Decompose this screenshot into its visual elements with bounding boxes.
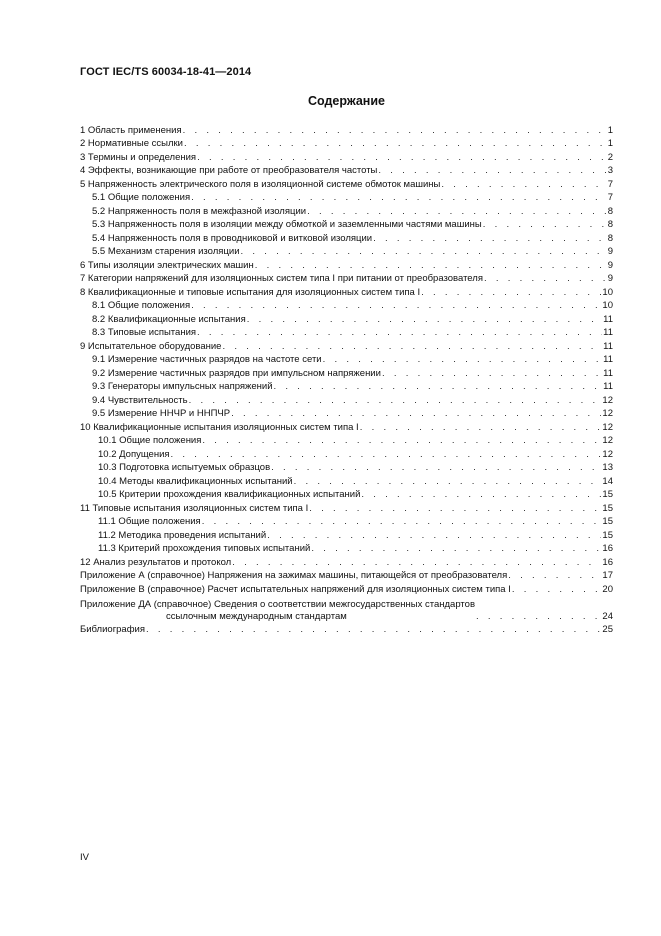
dot-leader [476,611,601,623]
toc-entry[interactable] [80,123,613,137]
toc-entry-title [92,368,381,380]
toc-page-number: 15 [602,502,613,514]
toc-entry-title [80,503,308,515]
toc-entry-title [80,584,511,596]
toc-entry[interactable] [80,393,613,407]
toc-entry-title-line: 10.3 Подготовка испытуемых образцов [98,462,271,473]
dot-leader [191,192,607,204]
dot-leader [183,125,607,137]
dot-leader [222,341,602,353]
toc-entry-title [98,516,201,528]
toc-page-number: 1 [607,138,613,149]
dot-leader [267,530,601,542]
toc-entry[interactable] [80,488,613,502]
table-of-contents [80,123,613,636]
toc-entry[interactable] [80,272,613,286]
toc-entry-title-line: 9.4 Чувствительность [92,394,188,406]
toc-entry[interactable] [80,528,613,542]
toc-entry-title-continuation: ссылочным международным стандартам [166,610,347,622]
toc-page-number: 11 [603,327,613,338]
toc-entry[interactable] [80,258,613,272]
toc-entry-title-line: 8.3 Типовые испытания [92,327,197,338]
toc-page-number: 7 [607,178,613,190]
toc-entry[interactable] [80,555,613,569]
toc-entry-title-line: 12 Анализ результатов и протокол [80,556,232,568]
toc-entry[interactable] [80,447,613,461]
toc-entry-title-line: Приложение А (справочное) Напряжения на зажимах машины, питающейся от преобразователя [80,570,508,581]
toc-entry-title-line: 10.5 Критерии прохождения квалификационных испытаний [98,489,361,500]
toc-entry-title-line: 5.4 Напряженность поля в проводниковой и витковой изоляции [92,232,373,244]
dot-leader [382,368,602,380]
toc-entry[interactable] [80,582,613,596]
toc-entry[interactable] [80,177,613,191]
toc-page-number: 8 [607,205,613,217]
toc-entry-title [80,152,196,164]
toc-entry-title-line: 9.3 Генераторы импульсных напряжений [92,381,273,392]
toc-entry[interactable] [80,326,613,340]
toc-page-number: 8 [607,232,613,244]
toc-entry-title [98,530,266,542]
toc-entry[interactable] [80,218,613,232]
toc-entry-title [80,138,183,150]
toc-entry[interactable] [80,407,613,421]
toc-entry[interactable] [80,501,613,515]
toc-entry-title [80,624,145,636]
toc-entry[interactable] [80,164,613,178]
toc-entry-title-line: 8 Квалификационные и типовые испытания для изоляционных систем типа I [80,286,421,298]
toc-entry[interactable] [80,137,613,151]
toc-entry-title [80,273,483,285]
toc-page-number: 11 [603,340,613,352]
toc-page-number: 15 [602,489,613,500]
toc-entry-title-line: 1 Область применения [80,124,182,136]
toc-entry-title [80,422,359,434]
dot-leader [421,287,601,299]
toc-page-number: 17 [602,570,613,581]
dot-leader [202,435,601,447]
dot-leader [171,449,602,461]
toc-entry-title [80,179,440,191]
toc-entry-title-line: 11.1 Общие положения [98,516,201,527]
toc-entry[interactable] [80,420,613,434]
toc-entry[interactable] [80,623,613,637]
toc-entry[interactable] [80,191,613,205]
toc-page-number: 11 [603,354,613,365]
toc-entry[interactable] [80,285,613,299]
dot-leader [202,516,602,528]
toc-page-number: 12 [602,448,613,460]
toc-entry-title [98,476,293,488]
dot-leader [255,260,607,272]
toc-entry-title [92,395,188,407]
toc-entry-title [80,341,221,353]
toc-entry-title-line: 5.5 Механизм старения изоляции [92,246,240,257]
toc-page-number: 25 [602,624,613,635]
toc-page-number: 2 [607,151,613,163]
toc-entry[interactable] [80,204,613,218]
toc-entry-title [92,192,190,204]
dot-leader [197,152,607,164]
toc-page-number: 9 [607,246,613,257]
toc-page-number: 11 [603,381,613,392]
toc-page-number: 8 [607,219,613,230]
dot-leader [311,543,601,555]
toc-entry-title [98,449,170,461]
toc-page-number: 12 [602,408,613,419]
toc-entry-title-line: 9.5 Измерение ННЧР и ННПЧР [92,408,231,419]
dot-leader [309,503,601,515]
toc-page-number: 15 [602,529,613,541]
dot-leader [373,233,607,245]
toc-page-number: 9 [607,259,613,271]
toc-entry-title-line: 5.1 Общие положения [92,192,191,203]
toc-entry[interactable] [80,299,613,313]
toc-entry-title [92,206,306,218]
toc-entry-title [80,570,507,582]
dot-leader [361,489,601,501]
page-folio: IV [80,852,89,863]
toc-entry[interactable] [80,245,613,259]
toc-page-number: 13 [602,462,613,473]
toc-entry-title [98,489,360,501]
dot-leader [360,422,602,434]
toc-entry-title-line: 5.3 Напряженность поля в изоляции между обмоткой и заземленными частями машины [92,219,482,230]
toc-entry-title-line: 9 Испытательное оборудование [80,340,222,352]
toc-page-number: 24 [602,610,613,622]
toc-page-number: 14 [602,475,613,487]
dot-leader [231,408,601,420]
toc-entry-title-line: 8.1 Общие положения [92,300,191,311]
dot-leader [483,219,607,231]
toc-entry-title [80,125,182,137]
toc-page-number: 7 [607,192,613,203]
toc-entry-title-line: 11.3 Критерий прохождения типовых испытаний [98,543,311,554]
toc-entry[interactable] [80,366,613,380]
toc-entry[interactable] [80,353,613,367]
dot-leader [323,354,603,366]
toc-entry-title-line: 7 Категории напряжений для изоляционных систем типа I при питании от преобразователя [80,273,483,284]
dot-leader [241,246,607,258]
dot-leader [184,138,607,150]
toc-entry[interactable] [80,231,613,245]
dot-leader [197,327,602,339]
toc-page-number: 12 [602,421,613,433]
toc-entry[interactable] [80,596,613,623]
toc-entry-title [80,165,377,177]
dot-leader [189,395,602,407]
toc-entry-title-line: 9.2 Измерение частичных разрядов при импульсном напряжении [92,367,381,379]
dot-leader [232,557,601,569]
toc-entry-title [92,408,230,420]
dot-leader [247,314,602,326]
toc-entry[interactable] [80,380,613,394]
toc-page-number: 9 [607,273,613,284]
toc-entry-title-line: 2 Нормативные ссылки [80,138,183,149]
toc-entry-title-line: 4 Эффекты, возникающие при работе от преобразователя частоты [80,165,378,176]
dot-leader [294,476,602,488]
toc-page-number: 3 [607,165,613,176]
dot-leader [512,584,602,596]
toc-entry-title-line: 8.2 Квалификационные испытания [92,313,246,325]
toc-entry-title [92,381,273,393]
toc-entry-title-line: 10.2 Допущения [98,448,170,460]
dot-leader [271,462,601,474]
toc-page-number: 11 [603,367,613,379]
toc-page-number: 11 [603,313,613,325]
toc-title: Содержание [307,94,385,108]
toc-entry-title [80,599,475,623]
toc-entry-title-line: 11 Типовые испытания изоляционных систем типа I [80,502,309,514]
dot-leader [307,206,607,218]
toc-entry-title-line: 6 Типы изоляции электрических машин [80,259,254,271]
dot-leader [378,165,606,177]
toc-entry-title-line: 9.1 Измерение частичных разрядов на частоте сети [92,354,322,365]
toc-entry-title-line: 5.2 Напряженность поля в межфазной изоляции [92,205,307,217]
toc-entry-title [98,435,201,447]
toc-entry-title [80,287,420,299]
toc-entry-title [92,246,240,258]
toc-page-number: 16 [602,543,613,554]
toc-entry[interactable] [80,569,613,583]
dot-leader [274,381,603,393]
toc-entry-title [92,354,322,366]
toc-entry[interactable] [80,339,613,353]
toc-page-number: 10 [602,286,613,298]
toc-page-number: 12 [602,435,613,446]
toc-entry[interactable] [80,150,613,164]
dot-leader [441,179,606,191]
toc-entry[interactable] [80,542,613,556]
toc-entry[interactable] [80,434,613,448]
toc-page-number: 12 [602,394,613,406]
toc-entry-title [80,557,231,569]
toc-page-number: 10 [602,300,613,311]
toc-entry-title [92,219,482,231]
toc-entry-title [92,233,372,245]
toc-entry-title-line: 3 Термины и определения [80,151,197,163]
toc-entry-title [92,300,190,312]
toc-entry[interactable] [80,515,613,529]
toc-entry-title-line: 10 Квалификационные испытания изоляционных систем типа I [80,421,359,433]
toc-entry-title-line: 10.1 Общие положения [98,435,202,446]
dot-leader [484,273,607,285]
toc-entry-title-line: 11.2 Методика проведения испытаний [98,529,267,541]
toc-page-number: 1 [607,124,613,136]
toc-entry-title [80,260,254,272]
toc-entry-title-line: Приложение В (справочное) Расчет испытательных напряжений для изоляционных систем типа I [80,583,511,595]
toc-page-number: 20 [602,583,613,595]
dot-leader [508,570,601,582]
toc-entry-title-line: 5 Напряженность электрического поля в изоляционной системе обмоток машины [80,178,441,190]
toc-entry-title [92,314,246,326]
toc-page-number: 15 [602,516,613,527]
document-number: ГОСТ IEC/TS 60034-18-41—2014 [80,66,252,78]
toc-entry-title-line: Библиография [80,624,145,635]
toc-entry-title-line: Приложение ДА (справочное) Сведения о соответствии межгосударственных стандартов [80,598,475,610]
toc-page-number: 16 [602,556,613,568]
dot-leader [146,624,601,636]
toc-entry[interactable] [80,461,613,475]
toc-entry[interactable] [80,312,613,326]
dot-leader [191,300,601,312]
toc-entry-title [98,543,310,555]
toc-entry-title-line: 10.4 Методы квалификационных испытаний [98,475,293,487]
toc-entry-title [98,462,270,474]
toc-entry-title [92,327,196,339]
toc-entry[interactable] [80,474,613,488]
